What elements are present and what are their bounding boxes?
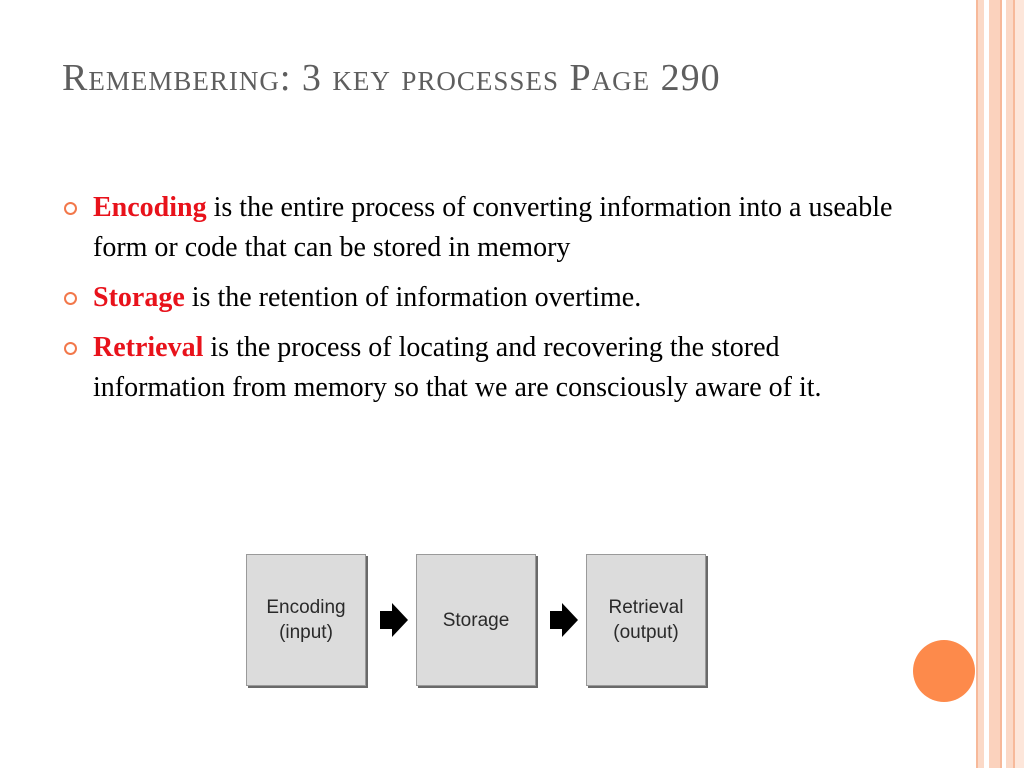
process-box-label: Encoding — [266, 597, 346, 618]
right-arrow-icon — [550, 603, 578, 637]
bullet-text: is the process of locating and recovering the stored information from memory so that we are consciously aware of it. — [93, 332, 822, 403]
bullet-term: Retrieval — [93, 332, 204, 363]
bullet-text: is the retention of information overtime. — [184, 282, 642, 313]
decorative-line — [1013, 0, 1015, 768]
decorative-stripe — [1014, 0, 1024, 768]
bullet-circle-icon — [64, 342, 77, 355]
process-box-label: Storage — [442, 609, 510, 631]
bullet-text: is the entire process of converting information into a useable form or code that can be stored in memory — [93, 192, 893, 263]
bullet-storage — [62, 278, 902, 318]
decorative-circle — [913, 640, 975, 702]
bullet-circle-icon — [64, 292, 77, 305]
slide-title: Remembering: 3 key processes Page 290 — [62, 57, 721, 99]
process-box-retrieval — [586, 554, 706, 686]
memory-process-diagram — [246, 554, 708, 688]
bullet-term: Encoding — [93, 192, 207, 223]
process-box-encoding — [246, 554, 366, 686]
process-box-sublabel: (output) — [613, 622, 679, 643]
bullet-list — [62, 188, 902, 418]
process-box-label: Retrieval — [608, 597, 684, 618]
bullet-retrieval — [62, 328, 902, 408]
process-box-storage — [416, 554, 536, 686]
decorative-line — [1000, 0, 1002, 768]
bullet-circle-icon — [64, 202, 77, 215]
bullet-encoding — [62, 188, 902, 268]
bullet-term: Storage — [93, 282, 185, 313]
right-arrow-icon — [380, 603, 408, 637]
decorative-line — [976, 0, 978, 768]
process-box-sublabel: (input) — [279, 622, 333, 643]
